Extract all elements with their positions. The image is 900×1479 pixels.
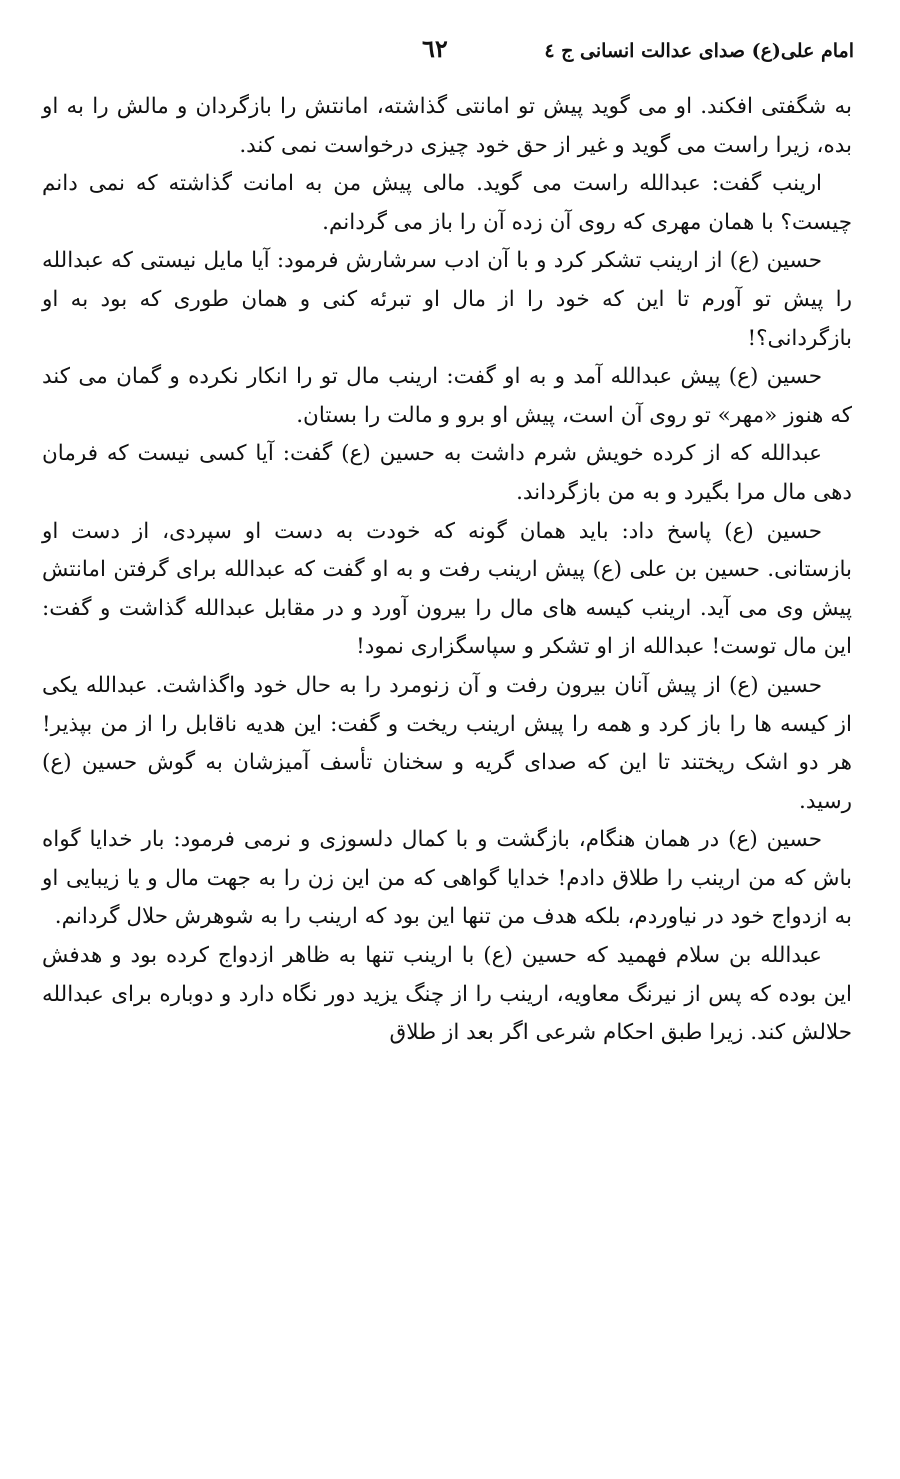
paragraph: حسین (ع) در همان هنگام، بازگشت و با کمال دلسوزی و نرمی فرمود: بار خدایا گواه باش که من ارینب را طلاق دادم! خدایا گواهی که من این زن را به جهت مال و یا زیبایی او به ازدواج خود در نیاوردم، بلکه هدف من تنها این بود که ارینب را به شوهرش حلال گردانم. <box>42 827 852 930</box>
paragraph: ارینب گفت: عبدالله راست می گوید. مالی پیش من به امانت گذاشته که نمی دانم چیست؟ با همان مهری که روی آن زده آن را باز می گردانم. <box>42 171 852 235</box>
paragraph: حسین (ع) از ارینب تشکر کرد و با آن ادب سرشارش فرمود: آیا مایل نیستی که عبدالله را پیش تو آورم تا این که خود را از مال او تبرئه کنی و همان طوری که بود به او بازگردانی؟! <box>42 248 852 351</box>
paragraph: حسین (ع) پیش عبدالله آمد و به او گفت: ارینب مال تو را انکار نکرده و گمان می کند که هنوز «مهر» تو روی آن است، پیش او برو و مالت را بستان. <box>42 364 852 428</box>
paragraph: عبدالله بن سلام فهمید که حسین (ع) با ارینب تنها به ظاهر ازدواج کرده بود و هدفش این بوده که پس از نیرنگ معاویه، ارینب را از چنگ یزید دور نگاه دارد و دوباره برای عبدالله حلالش کند. زیرا طبق احکام شرعی اگر بعد از طلاق <box>42 943 852 1046</box>
page-header <box>40 34 854 74</box>
body-text <box>42 88 852 1053</box>
paragraph: عبدالله که از کرده خویش شرم داشت به حسین (ع) گفت: آیا کسی نیست که فرمان دهی مال مرا بگیرد و به من بازگرداند. <box>42 441 852 505</box>
page-number: ٦٢ <box>422 34 448 63</box>
paragraph: به شگفتی افکند. او می گوید پیش تو امانتی گذاشته، امانتش را بازگردان و مالش را به او بده، زیرا راست می گوید و غیر از حق خود چیزی درخواست نمی کند. <box>42 94 852 158</box>
running-title: امام علی(ع) صدای عدالت انسانی ج ٤ <box>544 40 854 62</box>
paragraph: حسین (ع) از پیش آنان بیرون رفت و آن زنومرد را به حال خود واگذاشت. عبدالله یکی از کیسه ها را باز کرد و همه را پیش ارینب ریخت و گفت: این هدیه ناقابل را از من بپذیر! هر دو اشک ریختند تا این که صدای گریه و سخنان تأسف آمیزشان به گوش حسین (ع) رسید. <box>42 672 852 814</box>
paragraph: حسین (ع) پاسخ داد: باید همان گونه که خودت به دست او سپردی، از دست او بازستانی. حسین بن علی (ع) پیش ارینب رفت و به او گفت که عبدالله برای گرفتن امانتش پیش وی می آید. ارینب کیسه های مال را بیرون آورد و در مقابل عبدالله گذاشت و گفت: این مال توست! عبدالله از او تشکر و سپاسگزاری نمود! <box>42 518 852 660</box>
